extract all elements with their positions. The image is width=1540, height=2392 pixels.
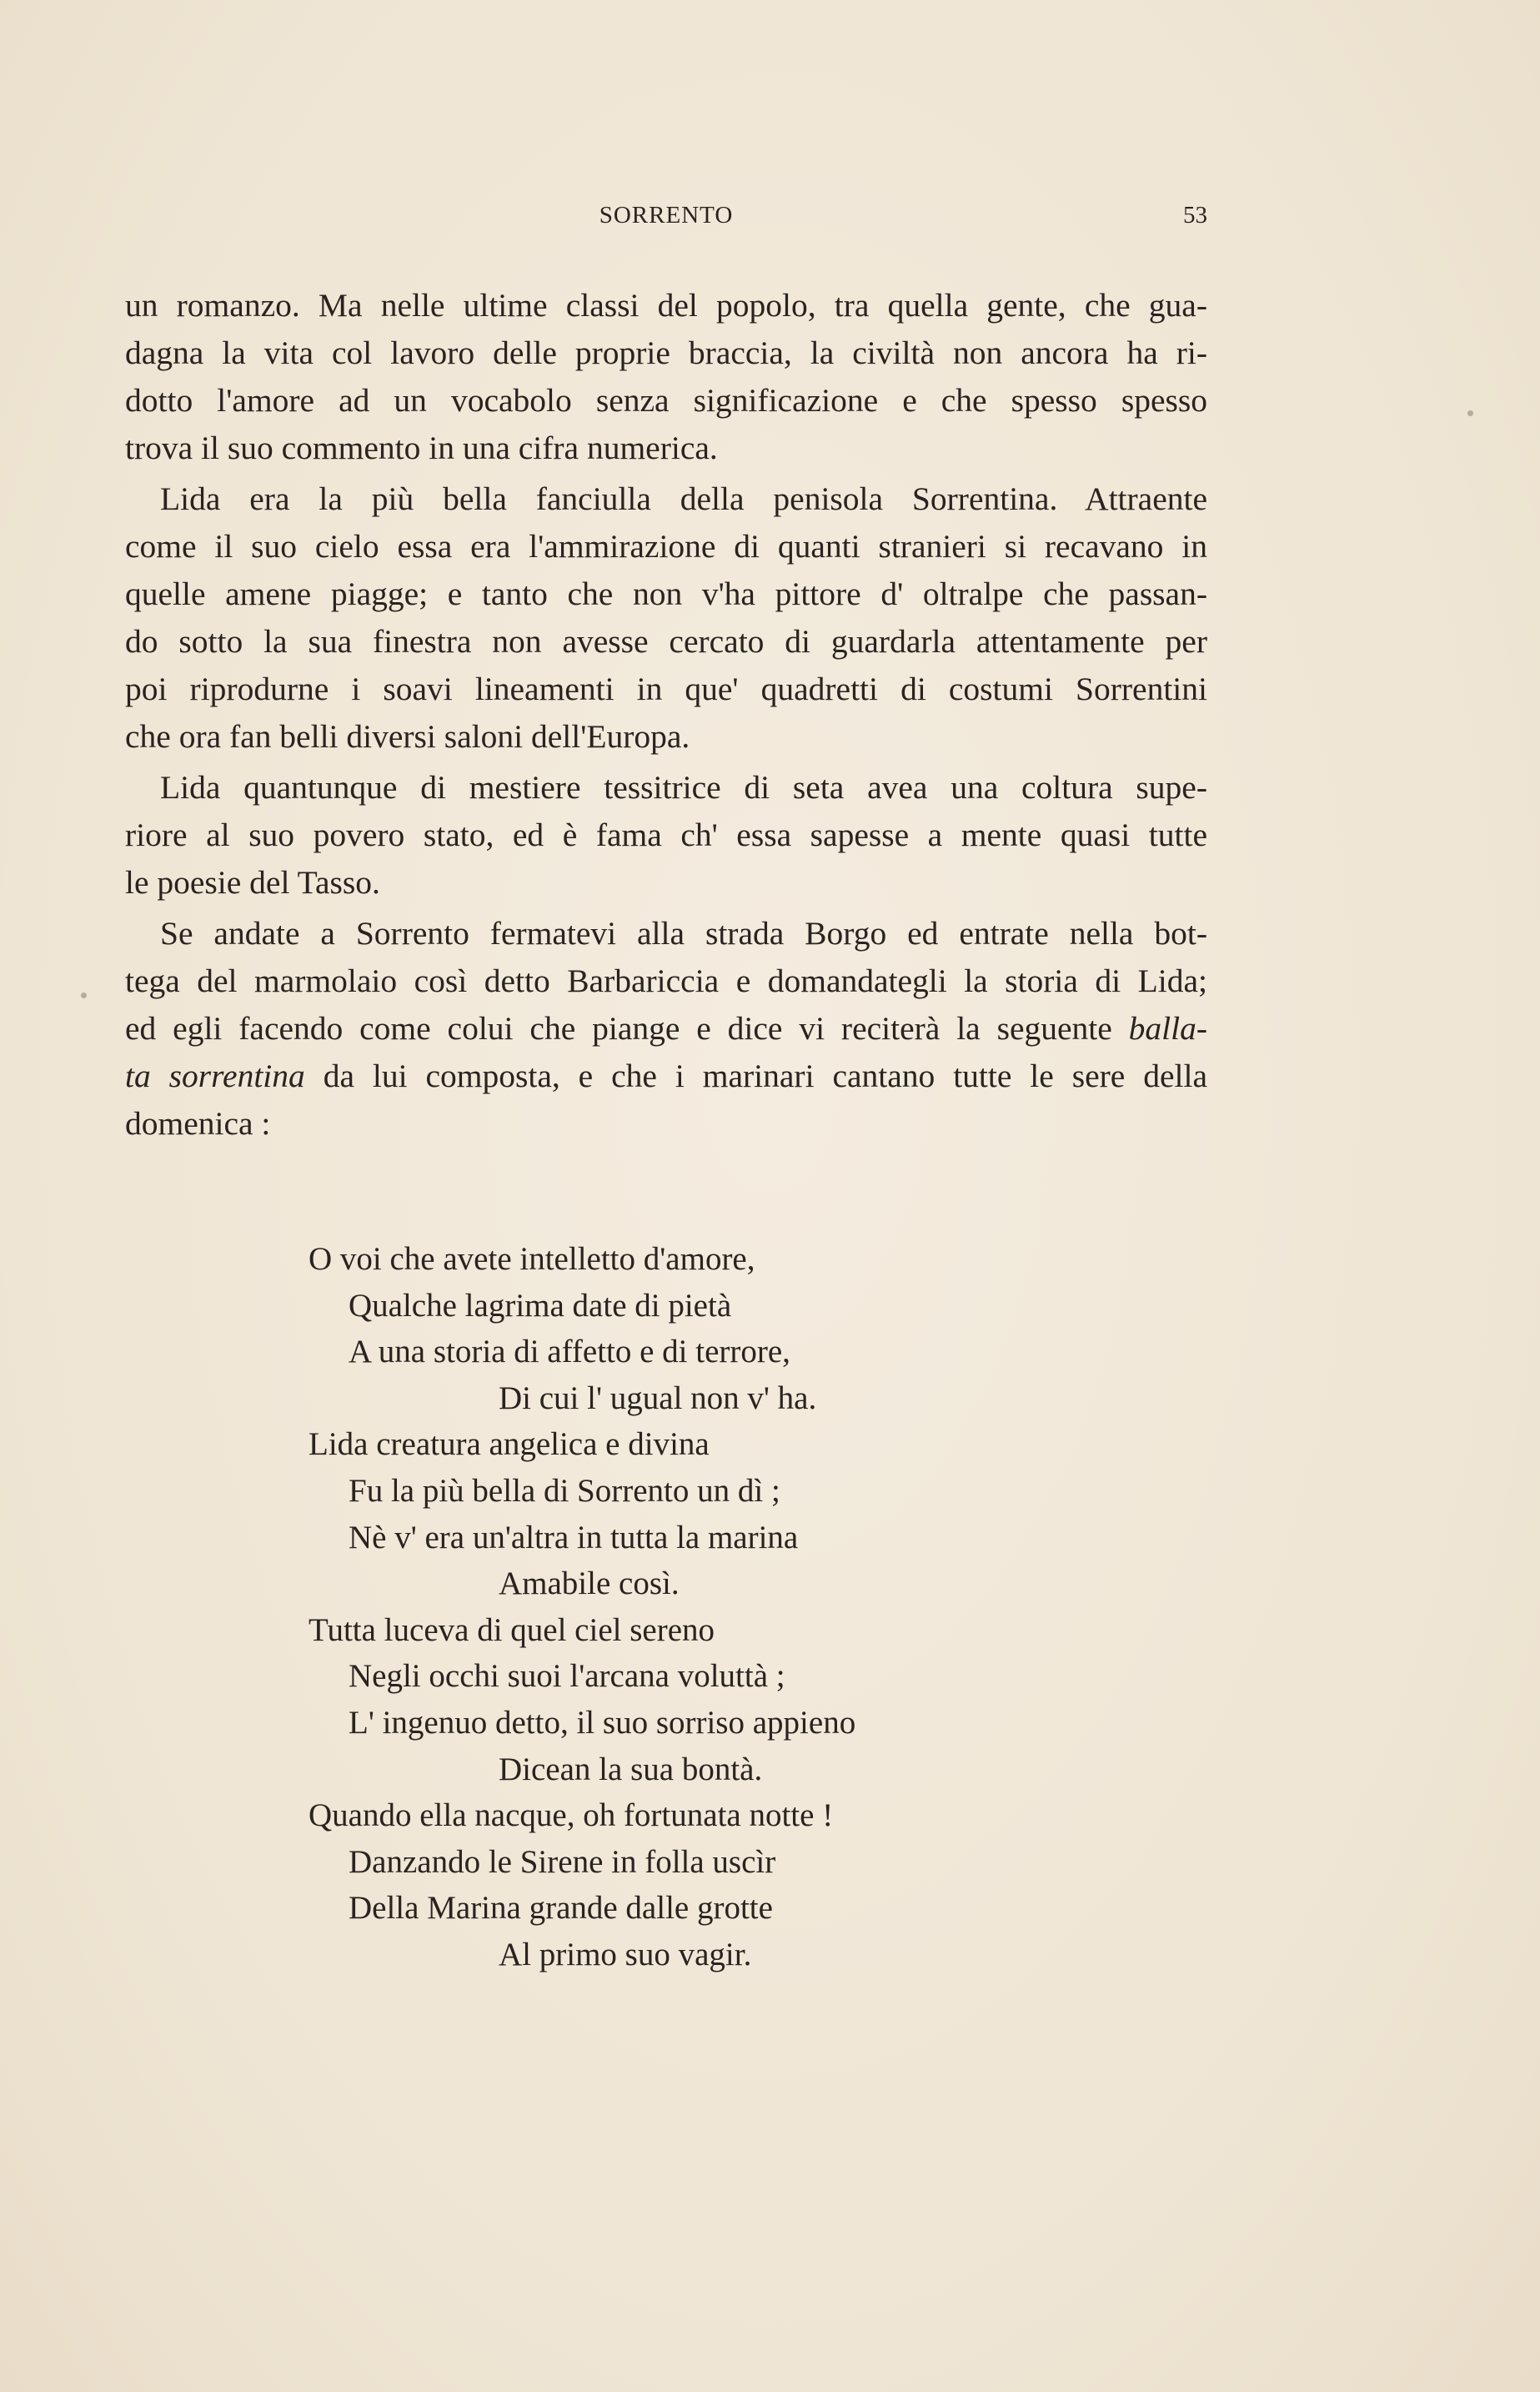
prose-line: do sotto la sua finestra non avesse cercato di guardarla attentamente per [125, 623, 1207, 660]
prose-line [125, 1005, 1207, 1053]
prose-line: trova il suo commento in una cifra numerica. [125, 430, 718, 466]
verse-line: Quando ella nacque, oh fortunata notte ! [309, 1797, 834, 1834]
running-title: SORRENTO [599, 202, 734, 229]
prose-line: che ora fan belli diversi saloni dell'Europa. [125, 718, 690, 755]
ballad-poem [309, 1236, 1059, 1978]
prose-line: Lida quantunque di mestiere tessitrice di seta avea una coltura supe- [160, 769, 1207, 806]
verse-line: O voi che avete intelletto d'amore, [309, 1241, 755, 1277]
prose-line: tega del marmolaio così detto Barbariccia e domandategli la storia di Lida; [125, 962, 1207, 999]
prose-body [125, 282, 1207, 1148]
prose-line: le poesie del Tasso. [125, 864, 380, 901]
verse-line: Qualche lagrima date di pietà [349, 1287, 732, 1324]
verse-line: Lida creatura angelica e divina [309, 1426, 710, 1463]
prose-text: ed egli facendo come colui che piange e dice vi reciterà la seguente [125, 1010, 1129, 1047]
verse-line: Dicean la sua bontà. [499, 1751, 763, 1787]
prose-line: un romanzo. Ma nelle ultime classi del popolo, tra quella gente, che gua- [125, 287, 1207, 324]
prose-line [125, 1053, 1207, 1100]
verse-line: Danzando le Sirene in folla uscìr [349, 1843, 776, 1880]
prose-line: come il suo cielo essa era l'ammirazione di quanti stranieri si recavano in [125, 528, 1207, 565]
paper-speck [81, 992, 87, 998]
prose-line: domenica : [125, 1105, 271, 1142]
prose-line: poi riprodurne i soavi lineamenti in que' quadretti di costumi Sorrentini [125, 671, 1207, 707]
verse-line: Fu la più bella di Sorrento un dì ; [349, 1472, 780, 1509]
verse-line: Amabile così. [499, 1565, 680, 1602]
italic-text: balla- [1128, 1010, 1207, 1047]
prose-line: riore al suo povero stato, ed è fama ch' essa sapesse a mente quasi tutte [125, 817, 1207, 853]
italic-text: ta sorrentina [125, 1058, 305, 1094]
prose-line: Lida era la più bella fanciulla della penisola Sorrentina. Attraente [160, 480, 1207, 517]
verse-line: Tutta luceva di quel ciel sereno [309, 1611, 715, 1648]
verse-line: Di cui l' ugual non v' ha. [499, 1379, 817, 1416]
verse-line: Negli occhi suoi l'arcana voluttà ; [349, 1658, 785, 1695]
page-number: 53 [1183, 202, 1207, 229]
paper-speck [1467, 410, 1473, 416]
prose-line: dagna la vita col lavoro delle proprie braccia, la civiltà non ancora ha ri- [125, 334, 1207, 371]
verse-line: Della Marina grande dalle grotte [349, 1890, 773, 1927]
prose-line: dotto l'amore ad un vocabolo senza significazione e che spesso spesso [125, 382, 1207, 419]
prose-line: Se andate a Sorrento fermatevi alla strada Borgo ed entrate nella bot- [160, 915, 1207, 952]
verse-line: Nè v' era un'altra in tutta la marina [349, 1519, 799, 1555]
prose-text: da lui composta, e che i marinari cantano tutte le sere della [304, 1058, 1207, 1094]
verse-line: A una storia di affetto e di terrore, [349, 1334, 790, 1370]
running-head [125, 202, 1207, 235]
verse-line: L' ingenuo detto, il suo sorriso appieno [349, 1704, 856, 1741]
verse-line: Al primo suo vagir. [499, 1936, 752, 1972]
prose-line: quelle amene piagge; e tanto che non v'ha pittore d' oltralpe che passan- [125, 575, 1207, 612]
